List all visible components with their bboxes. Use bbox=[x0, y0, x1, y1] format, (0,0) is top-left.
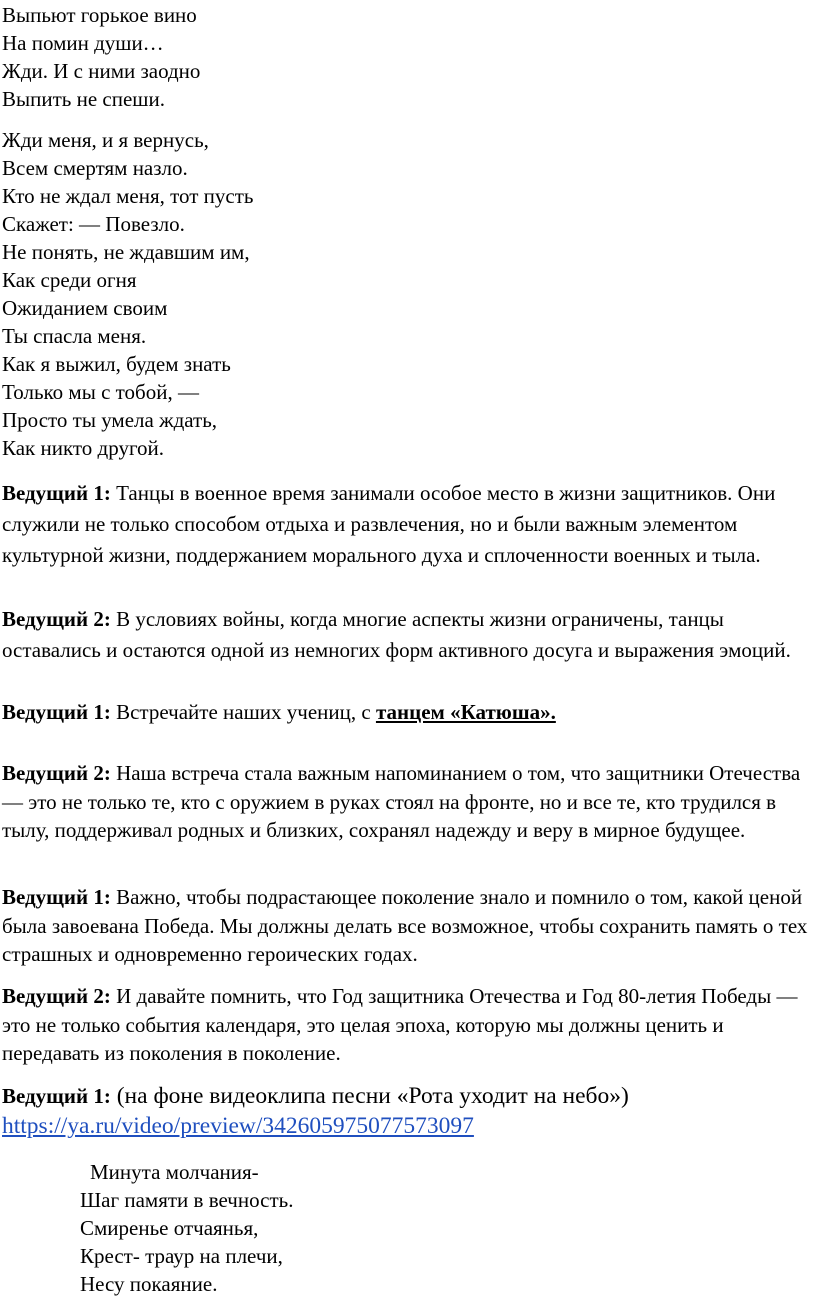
host-paragraph bbox=[2, 478, 814, 571]
paragraph-text: И давайте помнить, что Год защитника Отечества и Год 80-летия Победы — это не только события календаря, это целая эпоха, которую мы должны ценить и передавать из поколения в поколение. bbox=[2, 984, 798, 1065]
poem2-line: Как никто другой. bbox=[2, 436, 165, 460]
poem1-line: Жди. И с ними заодно bbox=[2, 59, 201, 83]
poem2-line: Кто не ждал меня, тот пусть bbox=[2, 184, 254, 208]
poem3-line: Смиренье отчаянья, bbox=[80, 1216, 259, 1240]
poem2-line: Жди меня, и я вернусь, bbox=[2, 128, 209, 152]
poem2-line: Только мы с тобой, — bbox=[2, 380, 199, 404]
dance-title: танцем «Катюша». bbox=[375, 700, 556, 724]
paragraph-text: Встречайте наших учениц, с bbox=[110, 700, 376, 724]
poem1-line: Выпьют горькое вино bbox=[2, 3, 197, 27]
poem2-line: Не понять, не ждавшим им, bbox=[2, 240, 250, 264]
host-paragraph bbox=[2, 697, 814, 728]
poem2-line: Как я выжил, будем знать bbox=[2, 352, 231, 376]
poem3-line: Несу покаяние. bbox=[80, 1272, 218, 1296]
speaker-label: Ведущий 2: bbox=[2, 984, 111, 1008]
host-paragraph bbox=[2, 982, 814, 1068]
speaker-label: Ведущий 2: bbox=[2, 761, 111, 785]
poem1-line: На помин души… bbox=[2, 31, 164, 55]
poem2-line: Как среди огня bbox=[2, 268, 137, 292]
paragraph-text: В условиях войны, когда многие аспекты жизни ограничены, танцы оставались и остаются одной из немногих форм активного досуга и выражения эмоций. bbox=[2, 607, 791, 662]
paragraph-text: Важно, чтобы подрастающее поколение знало и помнило о том, какой ценой была завоевана Победа. Мы должны делать все возможное, чтобы сохранить память о тех страшных и одновременно героических годах. bbox=[2, 885, 808, 966]
poem2-line: Ты спасла меня. bbox=[2, 324, 147, 348]
speaker-label: Ведущий 1: bbox=[2, 885, 111, 909]
speaker-label: Ведущий 1: bbox=[2, 481, 111, 505]
poem3-line: Шаг памяти в вечность. bbox=[80, 1188, 294, 1212]
host-paragraph bbox=[2, 759, 814, 845]
poem3-line: Крест- траур на плечи, bbox=[80, 1244, 283, 1268]
host-paragraph bbox=[2, 1081, 814, 1141]
host-paragraph bbox=[2, 883, 814, 969]
poem2-line: Скажет: — Повезло. bbox=[2, 212, 185, 236]
video-link[interactable]: https://ya.ru/video/preview/342605975077573097 bbox=[2, 1113, 474, 1139]
poem2-line: Ожиданием своим bbox=[2, 296, 168, 320]
host-paragraph bbox=[2, 604, 814, 666]
poem3-line: Минута молчания- bbox=[90, 1160, 259, 1184]
poem1-line: Выпить не спеши. bbox=[2, 87, 165, 111]
speaker-label: Ведущий 2: bbox=[2, 607, 111, 631]
paragraph-text: Танцы в военное время занимали особое место в жизни защитников. Они служили не только способом отдыха и развлечения, но и были важным элементом культурной жизни, поддержанием морального духа и сплоченности военных и тыла. bbox=[2, 481, 776, 567]
speaker-label: Ведущий 1: bbox=[2, 700, 111, 724]
speaker-label: Ведущий 1: bbox=[2, 1084, 111, 1108]
poem2-line: Всем смертям назло. bbox=[2, 156, 188, 180]
poem2-line: Просто ты умела ждать, bbox=[2, 408, 218, 432]
paragraph-text: (на фоне видеоклипа песни «Рота уходит на небо») bbox=[110, 1083, 629, 1109]
paragraph-text: Наша встреча стала важным напоминанием о том, что защитники Отечества — это не только те, кто с оружием в руках стоял на фронте, но и все те, кто трудился в тылу, поддерживал родных и близких, сохранял надежду и веру в мирное будущее. bbox=[2, 761, 801, 842]
